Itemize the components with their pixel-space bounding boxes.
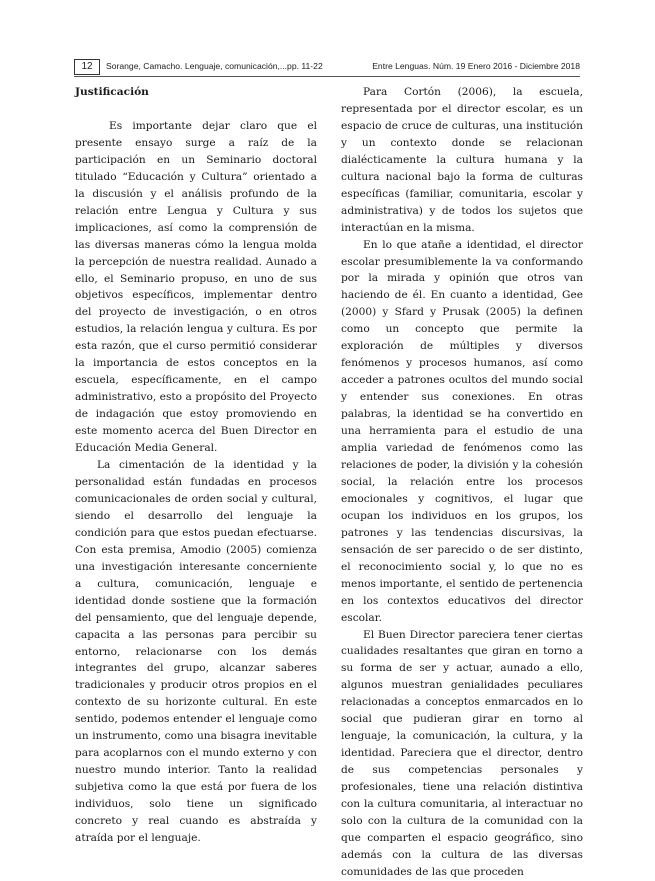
right-running-title: Entre Lenguas. Núm. 19 Enero 2016 - Diciembre 2018 <box>372 61 580 71</box>
paragraph: Es importante dejar claro que el presente ensayo surge a raíz de la participación en un Seminario doctoral titulado “Educación y Cultura” orientado a la discusión y el análisis profundo de la relación entre Lengua y Cultura y sus implicaciones, así como la comprensión de las diversas maneras cómo la lengua molda la percepción de nuestra realidad. Aunado a ello, el Seminario propuso, en uno de sus objetivos específicos, implementar dentro del proyecto de investigación, o en otros estudios, la relación lengua y cultura. Es por esta razón, que el curso permitió considerar la importancia de estos conceptos en la escuela, específicamente, en el campo administrativo, esto a propósito del Proyecto de indagación que estoy promoviendo en este momento acerca del Buen Director en Educación Media General. <box>75 119 317 455</box>
left-column <box>75 84 317 847</box>
left-running-title: Sorange, Camacho. Lenguaje, comunicación,...pp. 11-22 <box>106 61 323 71</box>
page-number: 12 <box>74 59 100 75</box>
paragraph: En lo que atañe a identidad, el director escolar presumiblemente la va conformando por la mirada y opinión que otros van haciendo de él. En cuanto a identidad, Gee (2000) y Sfard y Prusak (2005) la definen como un concepto que permite la exploración de múltiples y diversos fenómenos y procesos humanos, así como acceder a patrones ocultos del mundo social y entender sus conexiones. En otras palabras, la identidad se ha convertido en una herramienta para el estudio de una amplia variedad de fenómenos como las relaciones de poder, la división y la cohesión social, la relación entre los procesos emocionales y cognitivos, el lugar que ocupan los individuos en los grupos, los patrones y las tendencias discursivas, la sensación de ser parecido o de ser distinto, el reconocimiento social y, lo que no es menos importante, el sentido de pertenencia en los contextos educativos del director escolar. <box>341 238 583 624</box>
paragraph: Para Cortón (2006), la escuela, representada por el director escolar, es un espacio de cruce de culturas, una institución y un contexto donde se relacionan dialécticamente la cultura humana y la cultura nacional bajo la forma de culturas específicas (familiar, comunitaria, escolar y administrativa) y de todos los sujetos que interactúan en la misma. <box>341 86 583 234</box>
paragraph: La cimentación de la identidad y la personalidad están fundadas en procesos comunicacionales de orden social y cultural, siendo el desarrollo del lenguaje la condición para que estos puedan efectuarse. Con esta premisa, Amodio (2005) comienza una investigación interesante concerniente a cultura, comunicación, lenguaje e identidad donde sostiene que la formación del pensamiento, que del lenguaje depende, capacita a las personas para percibir su entorno, relacionarse con los demás integrantes del grupo, alcanzar saberes tradicionales y producir otros propios en el contexto de su horizonte cultural. En este sentido, podemos entender el lenguaje como un instrumento, como una bisagra inevitable para acoplarnos con el mundo externo y con nuestro mundo interior. Tanto la realidad subjetiva como la que está por fuera de los individuos, solo tiene un significado concreto y real cuando es abstraída y atraída por el lenguaje. <box>75 459 317 844</box>
paragraph: El Buen Director pareciera tener ciertas cualidades resaltantes que giran en torno a su forma de ser y actuar, aunado a ello, algunos muestran genialidades peculiares relacionadas a conceptos enmarcados en lo social que pudieran girar en torno al lenguaje, la comunicación, la cultura, y la identidad. Pareciera que el director, dentro de sus competencias personales y profesionales, tiene una relación distintiva con la cultura comunitaria, al interactuar no solo con la cultura de la comunidad con la que comparten el espacio geográfico, sino además con la cultura de las diversas comunidades de las que proceden <box>341 628 583 878</box>
right-column <box>341 84 583 881</box>
running-header <box>74 59 580 76</box>
header-rule <box>74 76 580 77</box>
section-heading: Justificación <box>75 86 149 98</box>
